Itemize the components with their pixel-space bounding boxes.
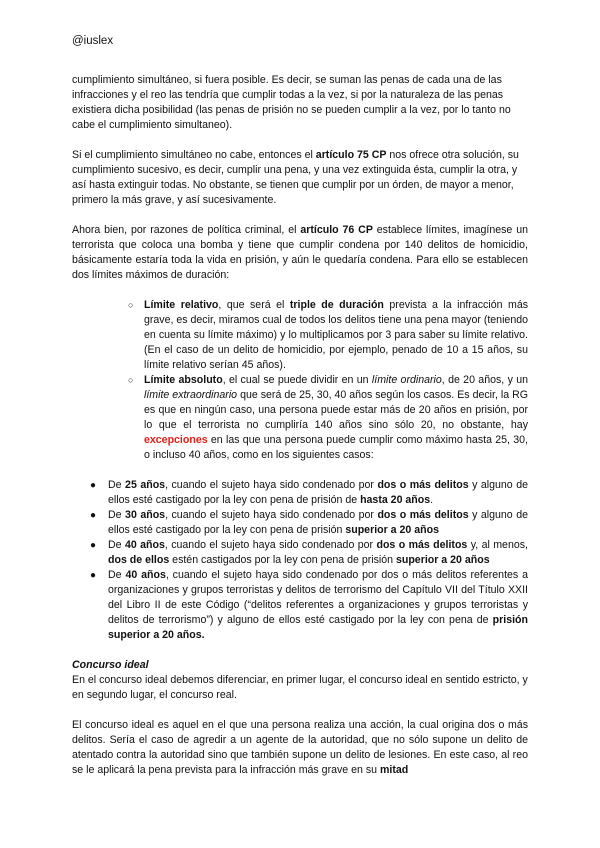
list-item-40-a xyxy=(90,538,528,568)
text: Si el cumplimiento simultáneo no cabe, entonces el xyxy=(72,149,316,161)
paragraph-art76 xyxy=(72,223,528,283)
bold-text: dos de ellos xyxy=(108,554,170,566)
list-item-25 xyxy=(90,478,528,508)
limits-list xyxy=(72,298,528,463)
bold-text: 40 años xyxy=(124,539,165,551)
text: que será de 25, 30, 40 años según los casos. Es decir, la RG es que en ningún caso, una persona puede estar más de 20 años en prisión, por lo que el terrorista no cumpliría 140 años sino sólo 20, no obstante, hay xyxy=(144,389,529,431)
bold-text: Límite absoluto xyxy=(144,374,223,386)
text: nos ofrece otra solución, su cumplimiento sucesivo, es decir, cumplir una pena, y una vez extinguida ésta, cumplir la otra, y así hasta extinguir todas. No obstante, se tienen que cumplir por un órden, de mayor a menor, primero la más grave, y así sucesivamente. xyxy=(72,149,519,206)
text: De xyxy=(108,539,125,551)
bold-text: dos o más delitos xyxy=(377,509,469,521)
text: prevista a la infracción más grave, es decir, miramos cual de todos los delitos tiene una pena mayor (teniendo en cuenta su límite máximo) y lo multiplicamos por 3 para saber su límite relativo. (En el caso de un delito de homicidio, por ejemplo, penado de 10 a 15 años, su límite relativo serían 45 años). xyxy=(144,299,529,371)
bold-text: dos o más delitos xyxy=(377,479,469,491)
bullet-icon: ● xyxy=(90,540,97,551)
text: establece límites, imagínese un terrorista que coloca una bomba y tiene que cumplir condena por 140 delitos de homicidio, básicamente estaría toda la vida en prisión, y aún le quedaría condena. Para ello se establecen dos límites máximos de duración: xyxy=(72,224,528,281)
bold-text: 30 años xyxy=(125,509,166,521)
text: De xyxy=(108,479,126,491)
bold-text: mitad xyxy=(379,764,409,776)
text: , el cual se puede dividir en un xyxy=(222,374,372,386)
italic-text: límite extraordinario xyxy=(144,389,238,401)
list-item-limite-relativo xyxy=(128,298,529,373)
paragraph-simultaneo xyxy=(72,73,528,133)
text: El concurso ideal es aquel en el que una persona realiza una acción, la cual origina dos o más delitos. Sería el caso de agredir a un agente de la autoridad, que no sólo supone un delito de atentado contra la autoridad sino que también supone un delito de lesiones. En este caso, al reo se le aplicará la pena prevista para la infracción más grave en su xyxy=(72,719,528,776)
bold-text: 25 años xyxy=(125,479,166,491)
text: y alguno de ellos esté castigado por la ley con pena de prisión de xyxy=(108,479,528,506)
text: , cuando el sujeto haya sido condenado por xyxy=(165,479,378,491)
text: De xyxy=(108,509,126,521)
bullet-icon: ● xyxy=(90,480,97,491)
text: , cuando el sujeto haya sido condenado por xyxy=(165,509,378,521)
bold-text: dos o más delitos xyxy=(376,539,468,551)
text: , cuando el sujeto haya sido condenado por xyxy=(164,539,377,551)
bold-text: Límite relativo xyxy=(144,299,219,311)
section-title-concurso-ideal: Concurso ideal xyxy=(72,659,149,671)
paragraph-concurso-intro: En el concurso ideal debemos diferenciar, en primer lugar, el concurso ideal en sentido estricto, y en segundo lugar, el concurso real. xyxy=(72,674,528,701)
text: en las que una persona puede cumplir como máximo hasta 25, 30, o incluso 40 años, como en los siguientes casos: xyxy=(144,434,528,461)
highlight-text: excepciones xyxy=(144,434,208,446)
text: y, al menos, xyxy=(467,539,528,551)
page-header: @iuslex xyxy=(72,35,114,47)
text: , que será el xyxy=(218,299,290,311)
bold-text: artículo 75 CP xyxy=(315,149,387,161)
document-body xyxy=(72,73,528,793)
text: Ahora bien, por razones de política criminal, el xyxy=(72,224,301,236)
italic-text: límite ordinario xyxy=(371,374,442,386)
paragraph-concurso-definicion xyxy=(72,718,528,778)
paragraph-text: cumplimiento simultáneo, si fuera posible. Es decir, se suman las penas de cada una de las infracciones y el reo las tendría que cumplir todas a la vez, si por la naturaleza de las penas existiera dicha posibilidad (las penas de prisión no se pueden cumplir a la vez, por lo tanto no cabe el cumplimiento simultaneo). xyxy=(72,74,511,131)
text: De xyxy=(108,569,126,581)
list-item-limite-absoluto xyxy=(128,373,529,463)
cases-list xyxy=(72,478,528,643)
bold-text: hasta 20 años xyxy=(360,494,431,506)
text: estén castigados por la ley con pena de prisión xyxy=(169,554,396,566)
text: . xyxy=(430,494,434,506)
text: y alguno de ellos esté castigado por la ley con pena de prisión xyxy=(108,509,528,536)
bold-text: superior a 20 años xyxy=(345,524,439,536)
bold-text: prisión superior a 20 años. xyxy=(108,614,528,641)
bullet-icon: ● xyxy=(90,510,97,521)
list-item-30 xyxy=(90,508,528,538)
paragraph-art75 xyxy=(72,148,528,208)
bold-text: superior a 20 años xyxy=(395,554,490,566)
circle-bullet-icon: ○ xyxy=(128,375,134,385)
circle-bullet-icon: ○ xyxy=(128,300,134,310)
bullet-icon: ● xyxy=(90,570,97,581)
bold-text: triple de duración xyxy=(289,299,384,311)
bold-text: 40 años xyxy=(125,569,166,581)
text: , cuando el sujeto haya sido condenado por dos o más delitos referentes a organizaciones y grupos terroristas y delitos de terrorismo del Capítulo VII del Título XXII del Libro II de este Código (“delitos referentes a organizaciones y grupos terroristas y delitos de terrorismo”) y alguno de ellos esté castigado por la ley con pena de xyxy=(108,569,528,626)
text: , de 20 años, y un xyxy=(441,374,528,386)
list-item-40-b xyxy=(90,568,528,643)
bold-text: artículo 76 CP xyxy=(300,224,373,236)
